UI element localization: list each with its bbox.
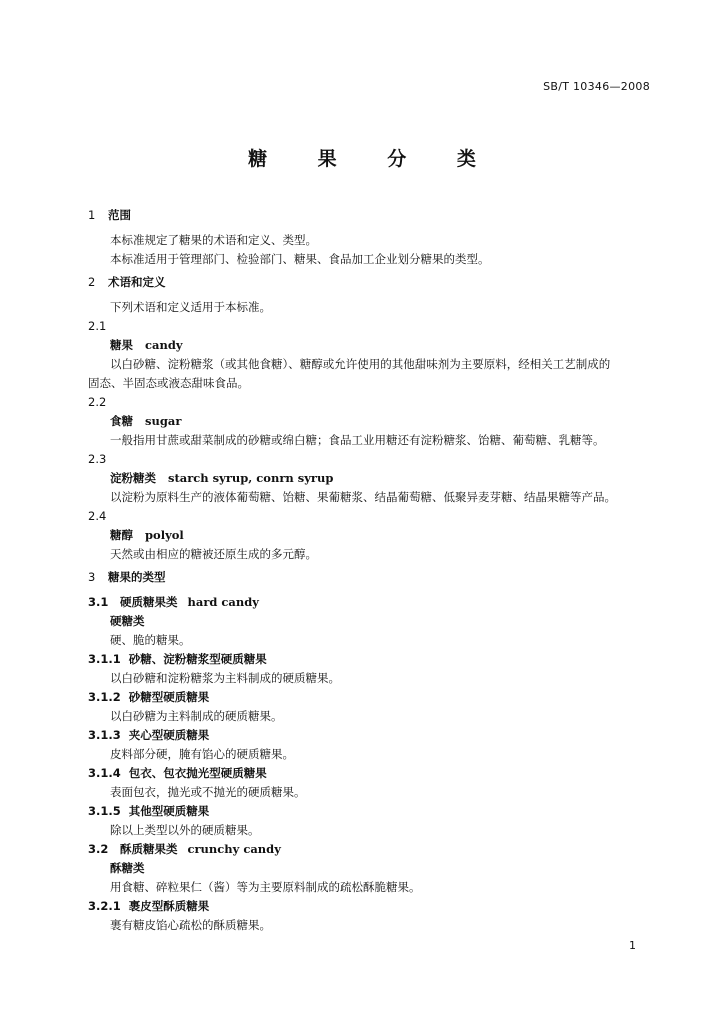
subcategory-heading: 3.1.5 其他型硬质糖果 bbox=[88, 804, 210, 818]
category-number: 3.2 bbox=[88, 842, 109, 856]
subcategory-heading: 3.1.3 夹心型硬质糖果 bbox=[88, 728, 210, 742]
term-en: starch syrup, conrn syrup bbox=[168, 471, 334, 485]
term-definition: 以淀粉为原料生产的液体葡萄糖、饴糖、果葡糖浆、结晶葡萄糖、低聚异麦芽糖、结晶果糖等产品。 bbox=[110, 490, 616, 504]
term-number: 2.4 bbox=[88, 509, 107, 523]
term-heading bbox=[88, 412, 652, 431]
section-title: 术语和定义 bbox=[108, 275, 166, 289]
term-definition: 以白砂糖、淀粉糖浆（或其他食糖）、糖醇或允许使用的其他甜味剂为主要原料，经相关工艺制成的 bbox=[110, 357, 611, 371]
term-heading bbox=[88, 526, 652, 545]
term-en: polyol bbox=[145, 528, 184, 542]
term-heading bbox=[88, 469, 652, 488]
term-heading bbox=[88, 336, 652, 355]
term-zh: 糖果 bbox=[110, 338, 133, 352]
section-number: 3 bbox=[88, 570, 96, 584]
term-number: 2.3 bbox=[88, 452, 107, 466]
term-zh: 糖醇 bbox=[110, 528, 133, 542]
category-description: 用食糖、碎粒果仁（酱）等为主要原料制成的疏松酥脆糖果。 bbox=[110, 880, 421, 894]
subcategory-description: 除以上类型以外的硬质糖果。 bbox=[110, 823, 260, 837]
section-heading-2 bbox=[88, 273, 652, 292]
subcategory-description: 以白砂糖和淀粉糖浆为主料制成的硬质糖果。 bbox=[110, 671, 340, 685]
subcategory-description: 裹有糖皮馅心疏松的酥质糖果。 bbox=[110, 918, 271, 932]
category-en: hard candy bbox=[187, 595, 259, 609]
subcategory-description: 以白砂糖为主料制成的硬质糖果。 bbox=[110, 709, 283, 723]
term-definition-cont: 固态、半固态或液态甜味食品。 bbox=[88, 376, 249, 390]
category-en: crunchy candy bbox=[187, 842, 281, 856]
section-title: 范围 bbox=[108, 208, 131, 222]
page-number: 1 bbox=[629, 939, 636, 952]
subcategory-description: 表面包衣，抛光或不抛光的硬质糖果。 bbox=[110, 785, 306, 799]
page-title: 糖 果 分 类 bbox=[248, 148, 498, 170]
category-heading bbox=[88, 840, 652, 859]
section-heading-1 bbox=[88, 206, 652, 225]
section-title: 糖果的类型 bbox=[108, 570, 166, 584]
category-alias: 酥糖类 bbox=[110, 861, 145, 875]
section-number: 1 bbox=[88, 208, 96, 222]
category-number: 3.1 bbox=[88, 595, 109, 609]
subcategory-heading: 3.2.1 裹皮型酥质糖果 bbox=[88, 899, 210, 913]
category-zh: 酥质糖果类 bbox=[120, 842, 178, 856]
subcategory-heading: 3.1.2 砂糖型硬质糖果 bbox=[88, 690, 210, 704]
term-zh: 淀粉糖类 bbox=[110, 471, 156, 485]
section-heading-3 bbox=[88, 568, 652, 587]
category-alias: 硬糖类 bbox=[110, 614, 145, 628]
paragraph: 下列术语和定义适用于本标准。 bbox=[110, 300, 271, 314]
term-number: 2.1 bbox=[88, 319, 107, 333]
term-definition: 一般指用甘蔗或甜菜制成的砂糖或绵白糖；食品工业用糖还有淀粉糖浆、饴糖、葡萄糖、乳糖等。 bbox=[110, 433, 605, 447]
category-description: 硬、脆的糖果。 bbox=[110, 633, 191, 647]
paragraph: 本标准规定了糖果的术语和定义、类型。 bbox=[110, 233, 317, 247]
subcategory-heading: 3.1.1 砂糖、淀粉糖浆型硬质糖果 bbox=[88, 652, 267, 666]
subcategory-heading: 3.1.4 包衣、包衣抛光型硬质糖果 bbox=[88, 766, 267, 780]
category-zh: 硬质糖果类 bbox=[120, 595, 178, 609]
term-number: 2.2 bbox=[88, 395, 107, 409]
term-definition: 天然或由相应的糖被还原生成的多元醇。 bbox=[110, 547, 317, 561]
section-number: 2 bbox=[88, 275, 96, 289]
term-en: candy bbox=[145, 338, 183, 352]
paragraph: 本标准适用于管理部门、检验部门、糖果、食品加工企业划分糖果的类型。 bbox=[110, 252, 490, 266]
standard-code: SB/T 10346—2008 bbox=[543, 80, 650, 93]
document-body bbox=[88, 202, 652, 935]
category-heading bbox=[88, 593, 652, 612]
term-zh: 食糖 bbox=[110, 414, 133, 428]
term-en: sugar bbox=[145, 414, 182, 428]
subcategory-description: 皮料部分硬，腌有馅心的硬质糖果。 bbox=[110, 747, 294, 761]
